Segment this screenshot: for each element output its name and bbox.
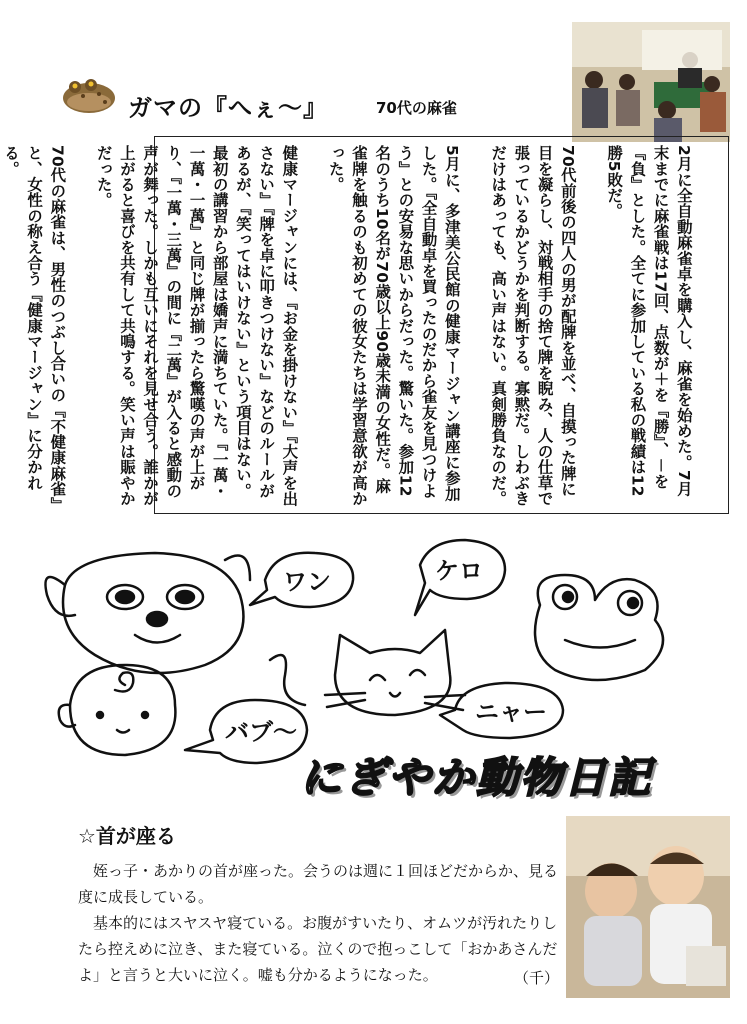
baby-face-doodle — [59, 665, 176, 755]
mahjong-article — [1, 136, 729, 514]
toad-illustration — [55, 72, 119, 116]
column-subtitle: 70代の麻雀 — [376, 99, 457, 117]
article-body — [0, 145, 718, 507]
cat-face-doodle — [270, 630, 465, 715]
article-paragraph: 健康マージャンには、『お金を掛けない』『大声を出さない』『牌を卓に叩きつけない』などのルールがあるが、『笑ってはいけない』という項目はない。最初の講習から部屋は嬌声に満ちていた。『一萬・一萬・一萬』と同じ牌が揃ったら驚嘆の声が上がり、『一萬・三萬』の間に『二萬』が入ると感動の声が舞った。しかも互いにそれを見せ合う。誰かが上がると喜びを共有して共鳴する。笑い声は賑やかだった。 — [94, 145, 299, 507]
diary-title: にぎやか動物日記 — [300, 753, 653, 802]
article-paragraph: 70代前後の四人の男が配牌を並べ、自摸った牌に目を凝らし、対戦相手の捨て牌を睨み、人の仕草で張っているかどうかを判断する。寡黙だ。しわぶきだけはあっても、高い声はない。真剣勝負なのだ。 — [489, 145, 577, 507]
dog-speech-text: ワン — [283, 568, 331, 596]
diary-body — [78, 858, 558, 988]
article-paragraph: 5月に、多津美公民館の健康マージャン講座に参加した。『全自動卓を買ったのだから雀友を見つけよう』との安易な思いからだった。驚いた。参加12名のうち10名が70歳以上90歳未満の女性だ。麻雀牌を触るのも初めての彼女たちは学習意欲が高かった。 — [326, 145, 461, 507]
article-paragraph: 2月に全自動麻雀卓を購入し、麻雀を始めた。7月末までに麻雀戦は17回、点数が＋を『勝』、－を『負』とした。全てに参加している私の戦績は12勝5敗だ。 — [605, 145, 693, 497]
diary-paragraph: 基本的にはスヤスヤ寝ている。お腹がすいたり、オムツが汚れたりしたら控えめに泣き、また寝ている。泣くので抱っこして「おかあさんだよ」と言うと大いに泣く。嘘も分かるようになった。 — [78, 914, 558, 984]
column-title: ガマの『へぇ～』 — [128, 94, 328, 122]
frog-speech-text: ケロ — [435, 557, 483, 585]
diary-paragraph: 姪っ子・あかりの首が座った。会うのは週に１回ほどだからか、見る度に成長している。 — [78, 862, 559, 906]
baby-speech-text: バブ～ — [225, 718, 297, 746]
babies-photo — [566, 816, 730, 998]
frog-face-doodle — [535, 575, 663, 680]
diary-signature: （千） — [514, 969, 560, 987]
dog-face-doodle — [45, 553, 250, 673]
diary-section-title: ☆首が座る — [78, 824, 176, 848]
mahjong-class-photo — [572, 22, 730, 142]
article-paragraph: 70代の麻雀は、男性のつぶし合いの『不健康麻雀』と、女性の称え合う『健康マージャン』に分かれる。 — [1, 145, 67, 505]
cat-speech-text: ニャー — [475, 698, 547, 726]
